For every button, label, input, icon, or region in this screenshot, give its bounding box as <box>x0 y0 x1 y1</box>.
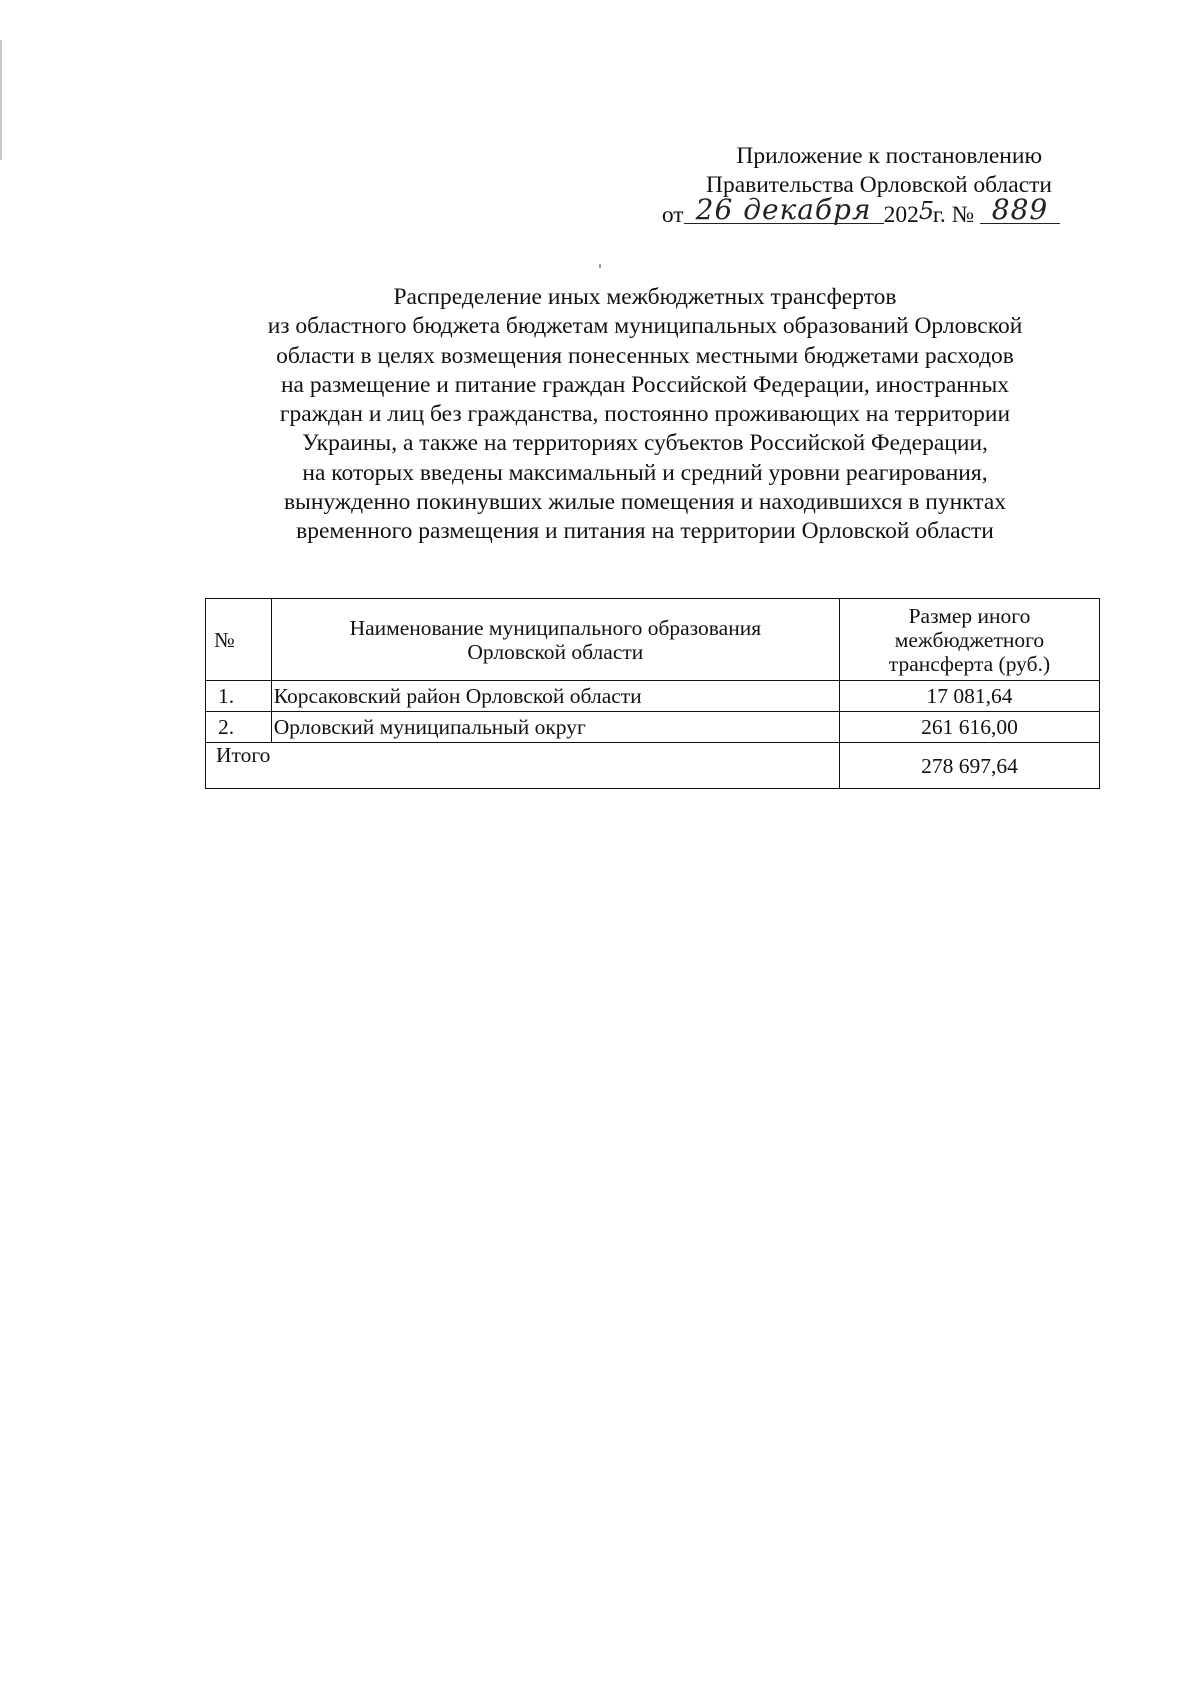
document-title <box>160 283 1130 547</box>
title-line: временного размещения и питания на территории Орловской области <box>296 518 994 545</box>
title-line: из областного бюджета бюджетам муниципальных образований Орловской <box>267 313 1023 340</box>
year-printed: 202 <box>883 202 919 228</box>
transfers-table <box>205 598 1100 789</box>
row-amount: 17 081,64 <box>839 681 1099 712</box>
number-prefix: г. № <box>932 202 974 228</box>
row-amount: 261 616,00 <box>839 712 1099 743</box>
title-line: вынужденно покинувших жилые помещения и находившихся в пунктах <box>283 489 1007 516</box>
appendix-date-line <box>600 193 1060 230</box>
row-name: Корсаковский район Орловской области <box>271 681 839 712</box>
scan-edge-mark <box>0 40 2 160</box>
header-amount-line-1: Размер иного <box>908 603 1031 628</box>
handwritten-number: 889 <box>980 197 1060 224</box>
title-line: на размещение и питание граждан Российской Федерации, иностранных <box>280 371 1009 398</box>
appendix-line-1: Приложение к постановлению <box>736 143 1042 169</box>
header-name-line-1: Наименование муниципального образования <box>349 615 762 640</box>
header-amount-line-2: межбюджетного <box>894 627 1045 652</box>
row-no: 1. <box>206 681 272 712</box>
total-label: Итого <box>206 743 840 789</box>
scan-dot <box>599 264 601 268</box>
title-line: Распределение иных межбюджетных трансфертов <box>393 284 897 310</box>
table-header-row <box>206 599 1100 681</box>
table-row <box>206 712 1100 743</box>
appendix-line-2: Правительства Орловской области <box>705 172 1052 198</box>
handwritten-date: 26 декабря <box>684 197 884 224</box>
date-prefix: от <box>661 202 684 228</box>
title-line: Украины, а также на территориях субъектов Российской Федерации, <box>302 430 988 457</box>
table-row <box>206 681 1100 712</box>
header-name <box>271 599 839 681</box>
header-name-line-2: Орловской области <box>467 639 644 664</box>
header-amount-line-3: трансферта (руб.) <box>888 651 1051 676</box>
total-amount: 278 697,64 <box>839 743 1099 789</box>
row-name: Орловский муниципальный округ <box>271 712 839 743</box>
table-total-row <box>206 743 1100 789</box>
row-no: 2. <box>206 712 272 743</box>
title-line: граждан и лиц без гражданства, постоянно проживающих на территории <box>279 401 1011 428</box>
handwritten-year-digit: 5 <box>918 197 936 225</box>
title-line: на которых введены максимальный и средний уровни реагирования, <box>302 459 988 486</box>
header-no: № <box>206 599 272 681</box>
appendix-header <box>600 142 1060 230</box>
title-line: области в целях возмещения понесенных местными бюджетами расходов <box>276 342 1014 369</box>
header-amount <box>839 599 1099 681</box>
